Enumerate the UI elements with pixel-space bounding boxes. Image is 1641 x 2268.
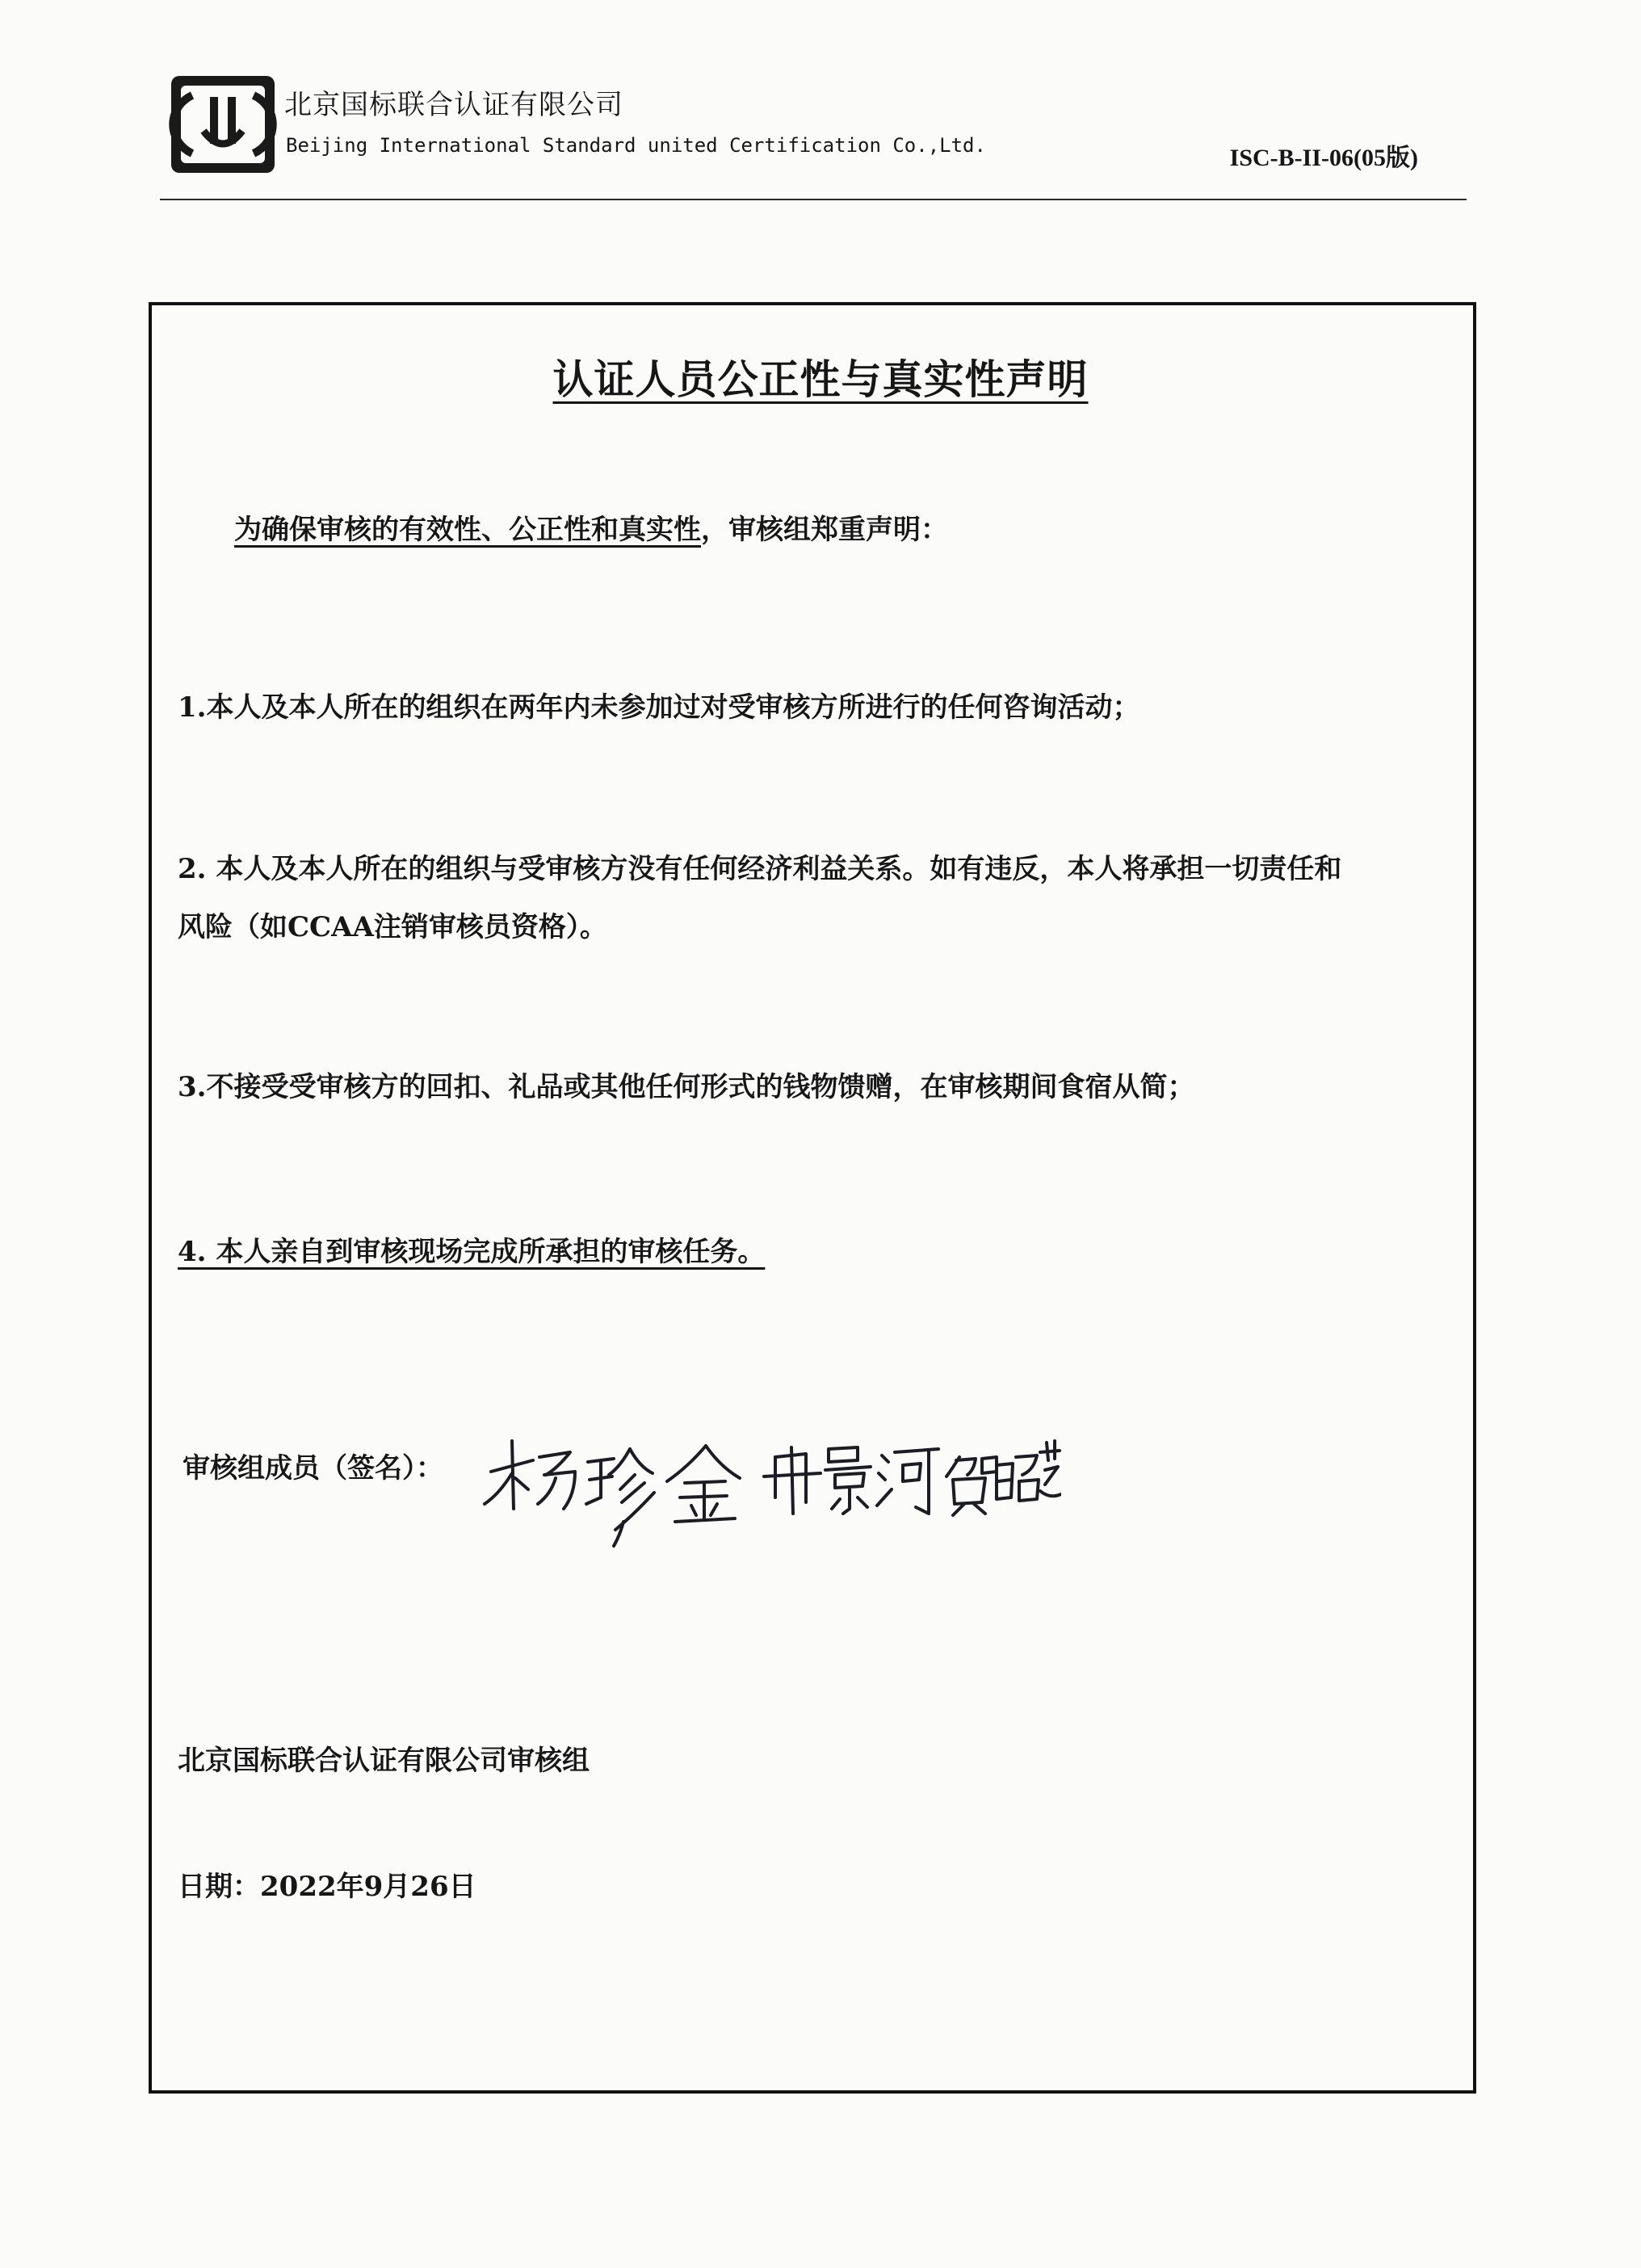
company-logo-icon [168,73,278,176]
declaration-item-2: 2. 本人及本人所在的组织与受审核方没有任何经济利益关系。如有违反，本人将承担一切责任和 [178,853,1342,885]
document-code: ISC-B-II-06(05版) [1229,145,1418,171]
declaration-frame [149,302,1476,2094]
org-signature: 北京国标联合认证有限公司审核组 [178,1745,590,1777]
title-text: 认证人员公正性与真实性声明 [552,356,1089,403]
company-name-en: Beijing International Standard united Certification Co.,Ltd. [286,134,986,157]
members-label: 审核组成员（签名）： [183,1452,443,1485]
document-date: 日期：2022年9月26日 [178,1871,476,1903]
declaration-item-3: 3.不接受受审核方的回扣、礼品或其他任何形式的钱物馈赠，在审核期间食宿从简； [178,1071,1195,1103]
company-name-cn: 北京国标联合认证有限公司 [284,89,623,121]
handwritten-signatures [480,1425,1061,1554]
declaration-item-4 [178,1233,765,1272]
declaration-item-2-continued: 风险（如CCAA注销审核员资格）。 [178,911,607,943]
declaration-item-1: 1.本人及本人所在的组织在两年内未参加过对受审核方所进行的任何咨询活动； [178,691,1140,724]
header-divider [160,199,1467,200]
page-title [0,347,1641,405]
intro-underlined: 为确保审核的有效性、公正性和真实性 [234,514,701,546]
declaration-item-4-text: 4. 本人亲自到审核现场完成所承担的审核任务。 [178,1236,766,1268]
intro-paragraph [234,510,948,550]
intro-rest: ，审核组郑重声明： [701,514,948,546]
